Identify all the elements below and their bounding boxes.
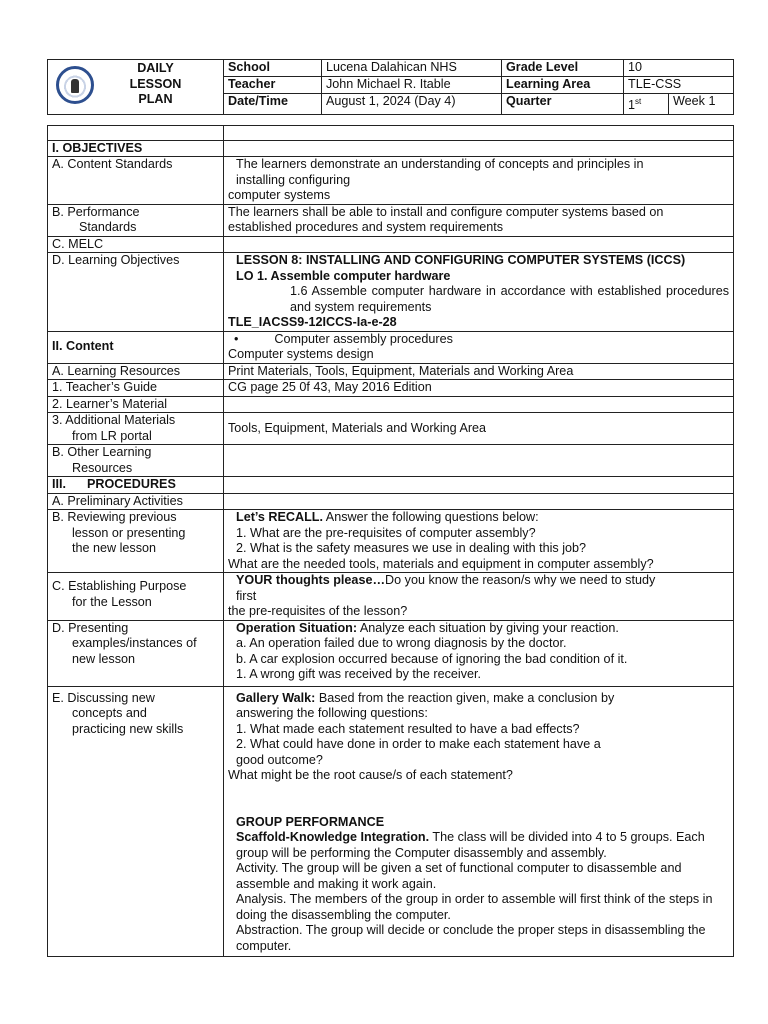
teacher-value: John Michael R. Itable [322, 77, 502, 94]
school-label: School [224, 60, 322, 77]
objectives-heading: I. OBJECTIVES [48, 140, 224, 157]
reviewing-label: B. Reviewing previous lesson or presenting the new lesson [48, 510, 224, 573]
grade-label: Grade Level [502, 60, 624, 77]
blank-row [48, 125, 224, 140]
content-standards-label: A. Content Standards [48, 157, 224, 205]
group-performance-heading: GROUP PERFORMANCE [236, 814, 385, 829]
lesson-plan-sheet [47, 59, 733, 957]
melc-label: C. MELC [48, 236, 224, 253]
plan-title: DAILY LESSON PLAN [129, 61, 182, 106]
quarter-label: Quarter [502, 94, 624, 115]
lesson-table [47, 125, 734, 958]
discussing-label: E. Discussing new concepts and practicing new skills [48, 686, 224, 957]
learning-resources-text: Print Materials, Tools, Equipment, Materials and Working Area [224, 363, 734, 380]
learning-objectives-text: LESSON 8: INSTALLING AND CONFIGURING COMPUTER SYSTEMS (ICCS) LO 1. Assemble computer hardware 1.6 Assemble computer hardware in accordance with established procedures and system requirements TLE_IACSS9-12ICCS-Ia-e-28 [224, 253, 734, 332]
grade-value: 10 [624, 60, 734, 77]
date-label: Date/Time [224, 94, 322, 115]
quarter-value: 1st [624, 94, 669, 115]
preliminary-label: A. Preliminary Activities [48, 493, 224, 510]
additional-materials-label: 3. Additional Materials from LR portal [48, 413, 224, 445]
establishing-purpose-text: YOUR thoughts please…Do you know the reason/s why we need to study first the pre-requisites of the lesson? [224, 573, 734, 621]
additional-materials-text: Tools, Equipment, Materials and Working Area [224, 413, 734, 445]
area-label: Learning Area [502, 77, 624, 94]
performance-standards-label: B. Performance Standards [48, 204, 224, 236]
performance-standards-text: The learners shall be able to install and configure computer systems based on established procedures and system requirements [224, 204, 734, 236]
date-value: August 1, 2024 (Day 4) [322, 94, 502, 115]
content-standards-text: The learners demonstrate an understanding of concepts and principles in installing configuring computer systems [224, 157, 734, 205]
week-value: Week 1 [669, 94, 734, 115]
teachers-guide-label: 1. Teacher’s Guide [48, 380, 224, 397]
learners-material-label: 2. Learner’s Material [48, 396, 224, 413]
content-text: • Computer assembly procedures Computer systems design [224, 331, 734, 363]
presenting-label: D. Presenting examples/instances of new lesson [48, 620, 224, 686]
establishing-purpose-label: C. Establishing Purpose for the Lesson [48, 573, 224, 621]
discussing-text: Gallery Walk: Based from the reaction given, make a conclusion by answering the following questions: 1. What made each statement resulted to have a bad effects? 2. What could have done in order to make each statement have a good outcome? What might be the root cause/s of each statement? GROUP PERFORMANCE Scaffold-Knowledge Integration. The class will be divided into 4 to 5 groups. Each group will be performing the Computer disassembly and assembly. Activity. The group will be given a set of functional computer to disassemble and assemble and making it work again. Analysis. The members of the group in order to assemble will first think of the steps in doing the disassembling the computer. Abstraction. The group will decide or conclude the proper steps in disassembling the computer. [224, 686, 734, 957]
reviewing-text: Let’s RECALL. Answer the following questions below: 1. What are the pre-requisites of computer assembly? 2. What is the safety measures we use in dealing with this job? What are the needed tools, materials and equipment in computer assembly? [224, 510, 734, 573]
logo-title-cell [48, 60, 224, 115]
content-label: II. Content [48, 331, 224, 363]
learning-resources-label: A. Learning Resources [48, 363, 224, 380]
school-value: Lucena Dalahican NHS [322, 60, 502, 77]
area-value: TLE-CSS [624, 77, 734, 94]
presenting-text: Operation Situation: Analyze each situation by giving your reaction. a. An operation failed due to wrong diagnosis by the doctor. b. A car explosion occurred because of ignoring the bad condition of it. 1. A wrong gift was received by the receiver. [224, 620, 734, 686]
learning-objectives-label: D. Learning Objectives [48, 253, 224, 332]
teachers-guide-text: CG page 25 0f 43, May 2016 Edition [224, 380, 734, 397]
procedures-heading: III. PROCEDURES [48, 477, 224, 494]
other-resources-label: B. Other Learning Resources [48, 445, 224, 477]
teacher-label: Teacher [224, 77, 322, 94]
header-table [47, 59, 734, 115]
